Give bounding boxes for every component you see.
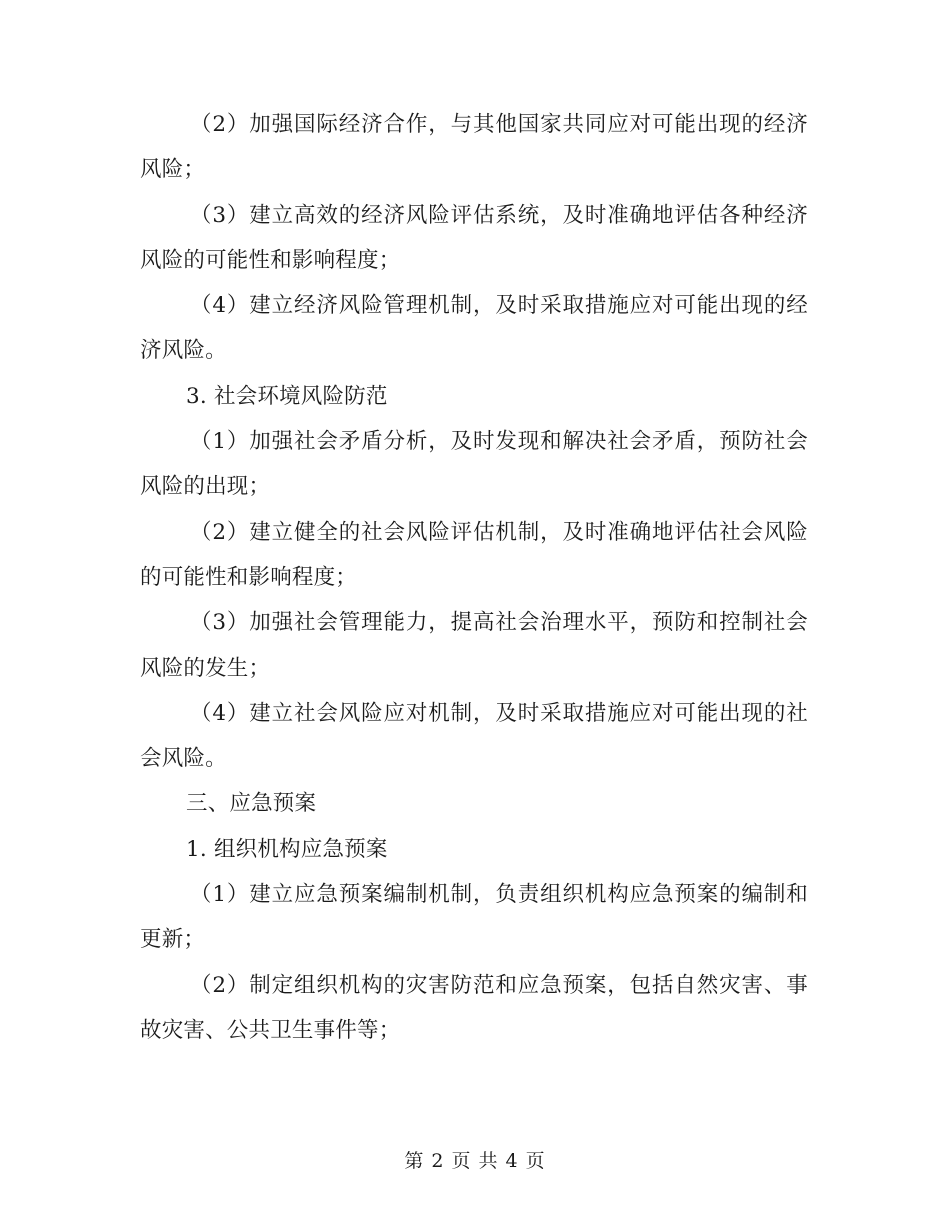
document-body	[140, 102, 808, 1053]
paragraph-social-4: （4）建立社会风险应对机制，及时采取措施应对可能出现的社会风险。	[140, 700, 808, 772]
paragraph-economic-4: （4）建立经济风险管理机制，及时采取措施应对可能出现的经济风险。	[140, 293, 808, 364]
paragraph-social-2: （2）建立健全的社会风险评估机制，及时准确地评估社会风险的可能性和影响程度；	[140, 519, 808, 590]
paragraph-organization-1: （1）建立应急预案编制机制，负责组织机构应急预案的编制和更新；	[140, 882, 808, 953]
paragraph-economic-2: （2）加强国际经济合作，与其他国家共同应对可能出现的经济风险；	[140, 112, 808, 183]
paragraph-social-3: （3）加强社会管理能力，提高社会治理水平，预防和控制社会风险的发生；	[140, 610, 808, 681]
paragraph-organization-2: （2）制定组织机构的灾害防范和应急预案，包括自然灾害、事故灾害、公共卫生事件等；	[140, 972, 808, 1043]
section-heading-organization-plan: 1. 组织机构应急预案	[186, 836, 388, 862]
page-number-footer: 第 2 页 共 4 页	[404, 1150, 546, 1172]
section-heading-emergency-plan: 三、应急预案	[186, 791, 317, 817]
paragraph-economic-3: （3）建立高效的经济风险评估系统，及时准确地评估各种经济风险的可能性和影响程度；	[140, 202, 808, 273]
paragraph-social-1: （1）加强社会矛盾分析，及时发现和解决社会矛盾，预防社会风险的出现；	[140, 429, 808, 500]
section-heading-social-risk: 3. 社会环境风险防范	[186, 383, 388, 409]
